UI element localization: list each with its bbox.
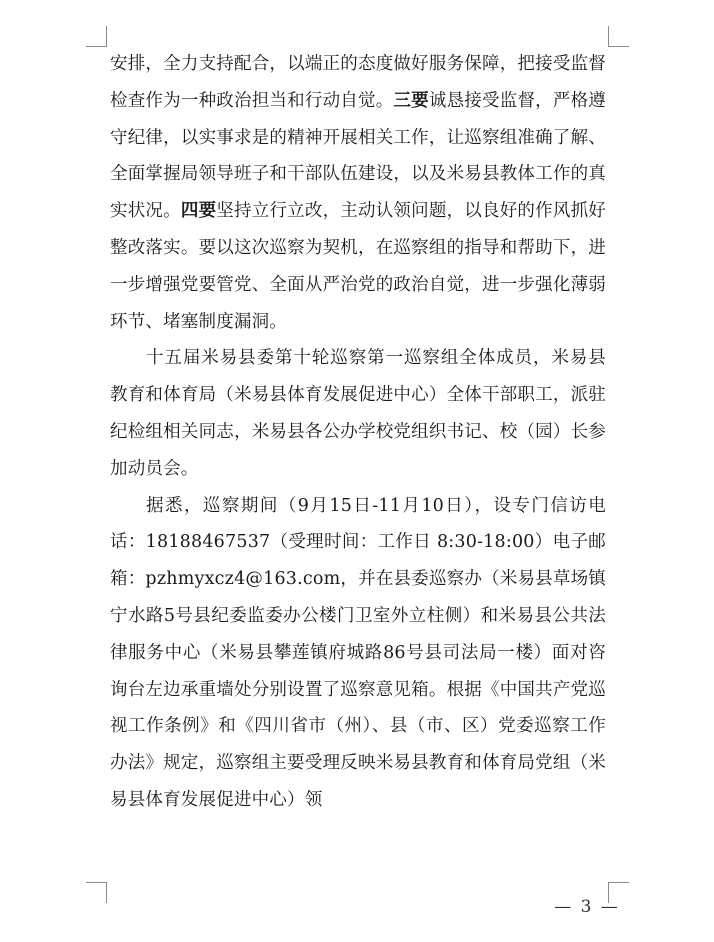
paragraph-requirements xyxy=(110,46,606,340)
paragraph-contact-info xyxy=(110,488,606,819)
paragraph-attendees xyxy=(110,340,606,487)
text-segment: 据悉，巡察期间（9月15日-11月10日），设专门信访电话：18188467537（受理时间：工作日 8:30-18:00）电子邮箱：pzhmyxcz4@163.com，并在县委巡察办（米易县草场镇宁水路5号县纪委监委办公楼门卫室外立柱侧）和米易县公共法律服务中心（米易县攀莲镇府城路86号县司法局一楼）面对咨询台左边承重墙处分别设置了巡察意见箱。根据《中国共产党巡视工作条例》和《四川省市（州）、县（市、区）党委巡察工作办法》规定，巡察组主要受理反映米易县教育和体育局党组（米易县体育发展促进中心）领 xyxy=(110,495,606,810)
crop-mark-top-right xyxy=(608,26,629,47)
text-segment: 坚持立行立改，主动认领问题，以良好的作风抓好整改落实。要以这次巡察为契机，在巡察组的指导和帮助下，进一步增强党要管党、全面从严治党的政治自觉，进一步强化薄弱环节、堵塞制度漏洞。 xyxy=(110,201,606,332)
document-body xyxy=(110,46,606,819)
emphasis-san-yao: 三要 xyxy=(393,90,429,111)
emphasis-si-yao: 四要 xyxy=(180,201,217,222)
text-segment: 安排，全力支持配合，以端正的态度做好服务保障，把接受监督检查作为一种政治担当和行动自觉。 xyxy=(110,54,606,111)
text-segment: 诚恳接受监督，严格遵守纪律，以实事求是的精神开展相关工作，让巡察组准确了解、全面掌握局领导班子和干部队伍建设，以及米易县教体工作的真实状况。 xyxy=(110,90,607,222)
crop-mark-top-left xyxy=(86,26,107,47)
text-segment: 十五届米易县委第十轮巡察第一巡察组全体成员，米易县教育和体育局（米易县体育发展促进中心）全体干部职工，派驻纪检组相关同志，米易县各公办学校党组织书记、校（园）长参加动员会。 xyxy=(110,348,606,479)
page-number: — 3 — xyxy=(554,897,620,917)
